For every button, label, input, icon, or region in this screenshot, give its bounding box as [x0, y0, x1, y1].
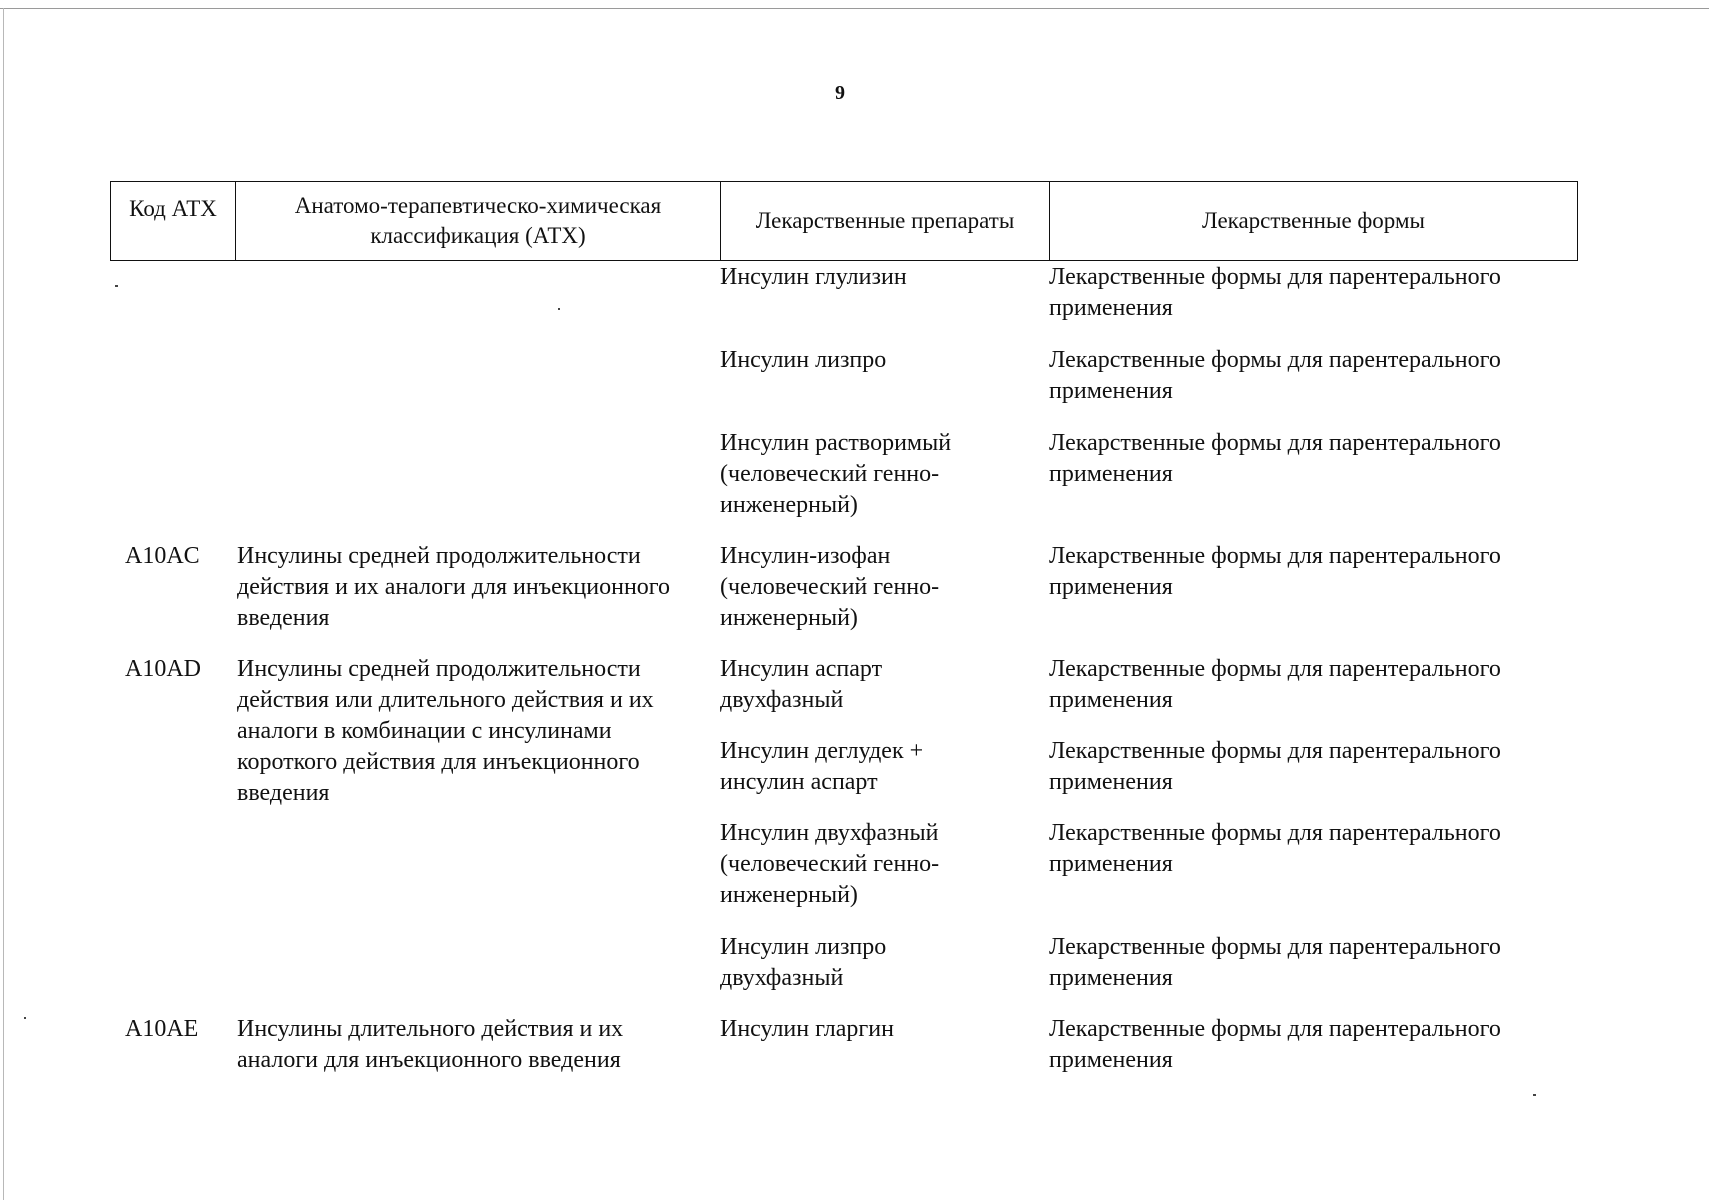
cell-drug: Инсулин аспарт двухфазный — [720, 656, 883, 713]
table-row — [110, 262, 1580, 345]
cell-code: A10AE — [125, 1016, 199, 1042]
cell-form: Лекарственные формы для парентерального применения — [1049, 264, 1501, 321]
page-number: 9 — [835, 82, 845, 104]
cell-form: Лекарственные формы для парентерального применения — [1049, 347, 1501, 404]
cell-code — [110, 262, 235, 345]
cell-code — [110, 345, 235, 428]
cell-drug: Инсулин гларгин — [720, 1016, 894, 1042]
table-row — [110, 1014, 1580, 1096]
cell-classification: Инсулины средней продолжительности действия или длительного действия и их аналоги в комбинации с инсулинами короткого действия для инъекционного введения — [237, 656, 654, 806]
cell-form: Лекарственные формы для парентерального применения — [1049, 430, 1501, 487]
cell-form: Лекарственные формы для парентерального применения — [1049, 543, 1501, 600]
header-code: Код АТХ — [111, 182, 236, 260]
scan-edge-top — [0, 8, 1709, 9]
scan-speck — [1533, 1094, 1536, 1096]
cell-drug: Инсулин глулизин — [720, 264, 907, 290]
cell-classification: Инсулины средней продолжительности действия и их аналоги для инъекционного введения — [237, 543, 671, 631]
cell-drug: Инсулин растворимый (человеческий генно-инженерный) — [720, 430, 952, 518]
table-row — [110, 818, 1580, 932]
table-row — [110, 345, 1580, 428]
cell-form: Лекарственные формы для парентерального применения — [1049, 820, 1501, 877]
table-row — [110, 541, 1580, 654]
scan-speck — [24, 1017, 26, 1019]
cell-drug: Инсулин лизпро — [720, 347, 887, 373]
cell-classification — [235, 932, 720, 1014]
cell-drug: Инсулин двухфазный (человеческий генно-инженерный) — [720, 820, 940, 908]
table-header — [110, 181, 1578, 261]
table-body — [110, 262, 1580, 1096]
scan-speck — [115, 285, 118, 287]
header-drugs: Лекарственные препараты — [721, 182, 1050, 260]
scan-edge-left — [3, 8, 4, 1200]
header-classification: Анатомо-терапевтическо-химическая классификация (АТХ) — [236, 182, 721, 260]
cell-code — [110, 736, 235, 818]
cell-form: Лекарственные формы для парентерального применения — [1049, 934, 1501, 991]
cell-code — [110, 818, 235, 932]
scan-speck — [558, 308, 560, 310]
cell-classification — [235, 818, 720, 932]
cell-code: A10AC — [125, 543, 200, 569]
cell-code — [110, 932, 235, 1014]
header-forms: Лекарственные формы — [1202, 208, 1425, 233]
cell-form: Лекарственные формы для парентерального применения — [1049, 656, 1501, 713]
cell-classification — [235, 345, 720, 428]
cell-classification — [235, 428, 720, 541]
cell-code — [110, 428, 235, 541]
cell-form: Лекарственные формы для парентерального применения — [1049, 1016, 1501, 1073]
cell-classification — [235, 262, 720, 345]
table-row — [110, 428, 1580, 541]
cell-drug: Инсулин-изофан (человеческий генно-инженерный) — [720, 543, 940, 631]
cell-drug: Инсулин лизпро двухфазный — [720, 934, 887, 991]
cell-form: Лекарственные формы для парентерального применения — [1049, 738, 1501, 795]
cell-drug: Инсулин деглудек + инсулин аспарт — [720, 738, 924, 795]
table-row — [110, 932, 1580, 1014]
cell-code: A10AD — [125, 656, 201, 682]
cell-classification: Инсулины длительного действия и их аналоги для инъекционного введения — [237, 1016, 624, 1073]
